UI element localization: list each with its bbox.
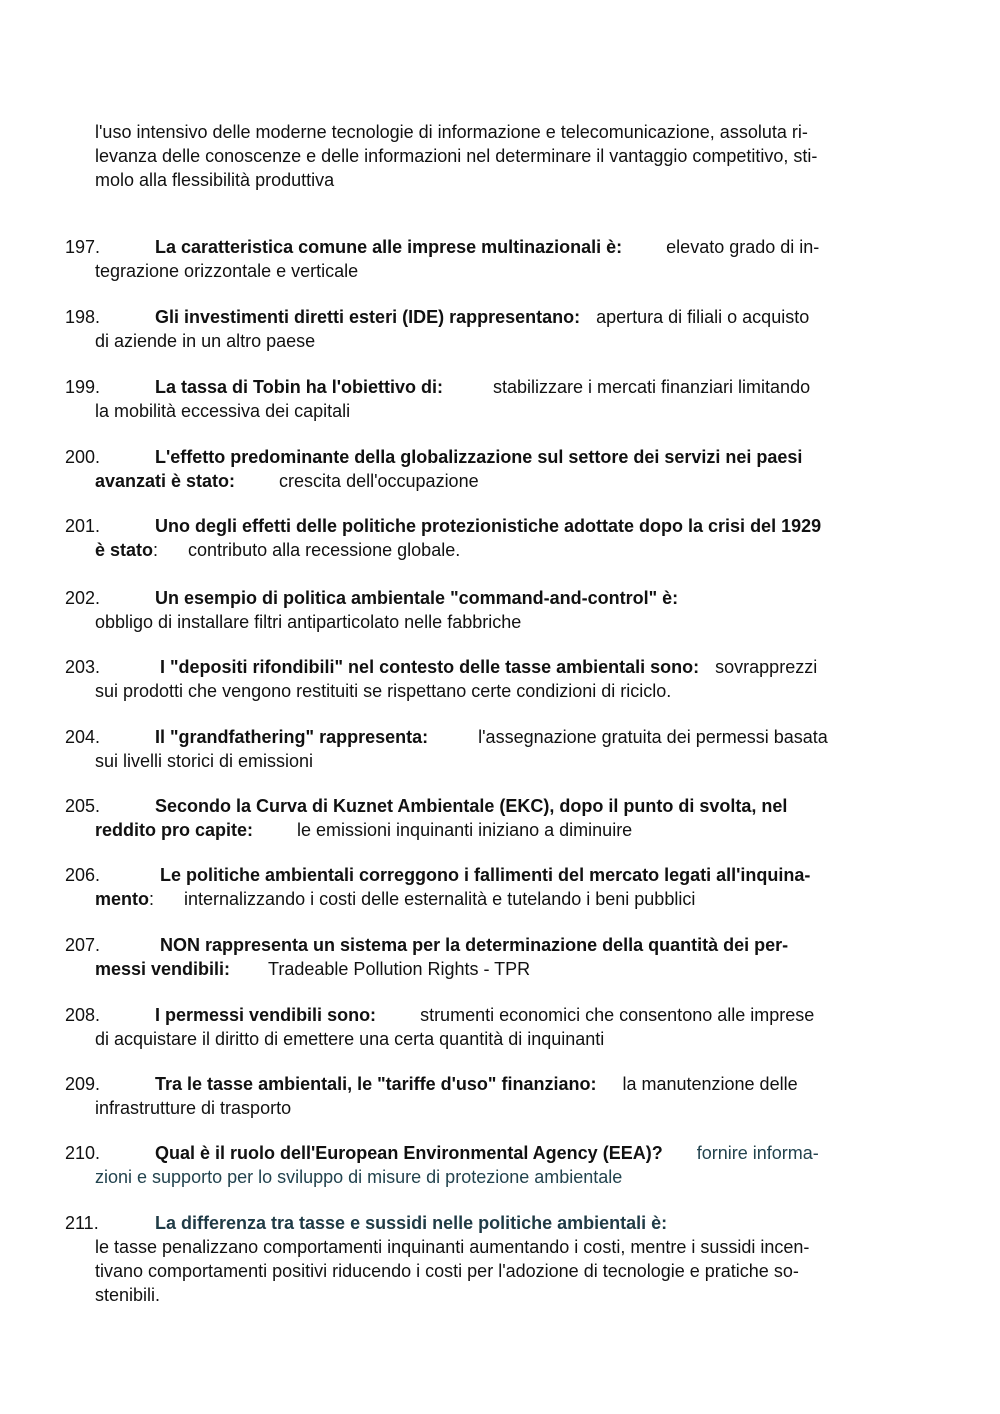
question-number: 201. [65, 516, 101, 536]
question-number: 211. [65, 1213, 99, 1233]
answer-text: : internalizzando i costi delle esternalità e tutelando i beni pubblici [149, 889, 696, 909]
question-item [65, 794, 915, 842]
question-text: Tra le tasse ambientali, le "tariffe d'uso" finanziano: [155, 1074, 597, 1094]
question-item [65, 1072, 915, 1120]
question-text: avanzati è stato: [95, 471, 236, 491]
intro-paragraph [95, 120, 915, 192]
intro-line: l'uso intensivo delle moderne tecnologie di informazione e telecomunicazione, assoluta ri- [95, 122, 808, 142]
question-number: 202. [65, 588, 101, 608]
question-item [65, 375, 915, 423]
answer-text: apertura di filiali o acquisto [596, 307, 810, 327]
question-text: La differenza tra tasse e sussidi nelle politiche ambientali è: [155, 1213, 668, 1233]
question-text: Qual è il ruolo dell'European Environmental Agency (EEA)? [155, 1143, 663, 1163]
question-text: L'effetto predominante della globalizzazione sul settore dei servizi nei paesi [155, 447, 803, 467]
answer-text: la mobilità eccessiva dei capitali [95, 401, 351, 421]
answer-text: fornire informa- [696, 1143, 819, 1163]
question-number: 208. [65, 1005, 101, 1025]
question-number: 200. [65, 447, 101, 467]
answer-text: infrastrutture di trasporto [95, 1098, 292, 1118]
answer-text: Tradeable Pollution Rights - TPR [268, 959, 531, 979]
question-item [65, 725, 915, 773]
answer-text: di acquistare il diritto di emettere una certa quantità di inquinanti [95, 1029, 605, 1049]
question-item [65, 1141, 915, 1189]
question-number: 197. [65, 237, 101, 257]
intro-line: molo alla flessibilità produttiva [95, 170, 335, 190]
question-number: 209. [65, 1074, 101, 1094]
answer-text: la manutenzione delle [622, 1074, 798, 1094]
question-text: Un esempio di politica ambientale "command-and-control" è: [155, 588, 679, 608]
answer-text: tegrazione orizzontale e verticale [95, 261, 359, 281]
answer-text: elevato grado di in- [666, 237, 820, 257]
question-text: Uno degli effetti delle politiche protezionistiche adottate dopo la crisi del 1929 [155, 516, 822, 536]
question-item [65, 305, 915, 353]
answer-text: le emissioni inquinanti iniziano a diminuire [297, 820, 633, 840]
question-text: I "depositi rifondibili" nel contesto delle tasse ambientali sono: [155, 657, 700, 677]
question-number: 199. [65, 377, 101, 397]
answer-text: obbligo di installare filtri antiparticolato nelle fabbriche [95, 612, 522, 632]
answer-text: crescita dell'occupazione [279, 471, 479, 491]
answer-text: strumenti economici che consentono alle imprese [420, 1005, 815, 1025]
answer-text: l'assegnazione gratuita dei permessi basata [478, 727, 828, 747]
answer-text: sovrapprezzi [715, 657, 818, 677]
answer-text: : contributo alla recessione globale. [153, 540, 461, 560]
question-item [65, 1211, 915, 1307]
question-item [65, 1003, 915, 1051]
question-text: La caratteristica comune alle imprese multinazionali è: [155, 237, 623, 257]
answer-text: sui livelli storici di emissioni [95, 751, 314, 771]
question-item [65, 933, 915, 981]
question-text: Gli investimenti diretti esteri (IDE) rappresentano: [155, 307, 581, 327]
question-item [65, 655, 915, 703]
question-text: NON rappresenta un sistema per la determinazione della quantità dei per- [155, 935, 789, 955]
question-number: 203. [65, 657, 101, 677]
question-number: 205. [65, 796, 101, 816]
question-text: Le politiche ambientali correggono i fallimenti del mercato legati all'inquina- [155, 865, 811, 885]
question-text: La tassa di Tobin ha l'obiettivo di: [155, 377, 443, 397]
question-item [65, 514, 915, 562]
question-number: 198. [65, 307, 101, 327]
intro-line: levanza delle conoscenze e delle informazioni nel determinare il vantaggio competitivo, sti- [95, 146, 818, 166]
question-text: Secondo la Curva di Kuznet Ambientale (EKC), dopo il punto di svolta, nel [155, 796, 788, 816]
answer-text: le tasse penalizzano comportamenti inquinanti aumentando i costi, mentre i sussidi incen- [95, 1237, 810, 1257]
answer-text: sui prodotti che vengono restituiti se rispettano certe condizioni di riciclo. [95, 681, 672, 701]
question-number: 210. [65, 1143, 101, 1163]
question-item [65, 586, 915, 634]
question-text: mento [95, 889, 149, 909]
question-text: è stato [95, 540, 154, 560]
answer-text: stabilizzare i mercati finanziari limitando [492, 377, 811, 397]
question-text: messi vendibili: [95, 959, 231, 979]
question-text: I permessi vendibili sono: [155, 1005, 377, 1025]
answer-text: di aziende in un altro paese [95, 331, 316, 351]
question-item [65, 445, 915, 493]
question-number: 204. [65, 727, 101, 747]
question-item [65, 863, 915, 911]
question-number: 206. [65, 865, 101, 885]
answer-text: zioni e supporto per lo sviluppo di misure di protezione ambientale [95, 1167, 623, 1187]
answer-text: stenibili. [95, 1285, 161, 1305]
question-item [65, 235, 915, 283]
question-text: Il "grandfathering" rappresenta: [155, 727, 429, 747]
question-text: reddito pro capite: [95, 820, 254, 840]
question-number: 207. [65, 935, 101, 955]
answer-text: tivano comportamenti positivi riducendo i costi per l'adozione di tecnologie e pratiche so- [95, 1261, 799, 1281]
